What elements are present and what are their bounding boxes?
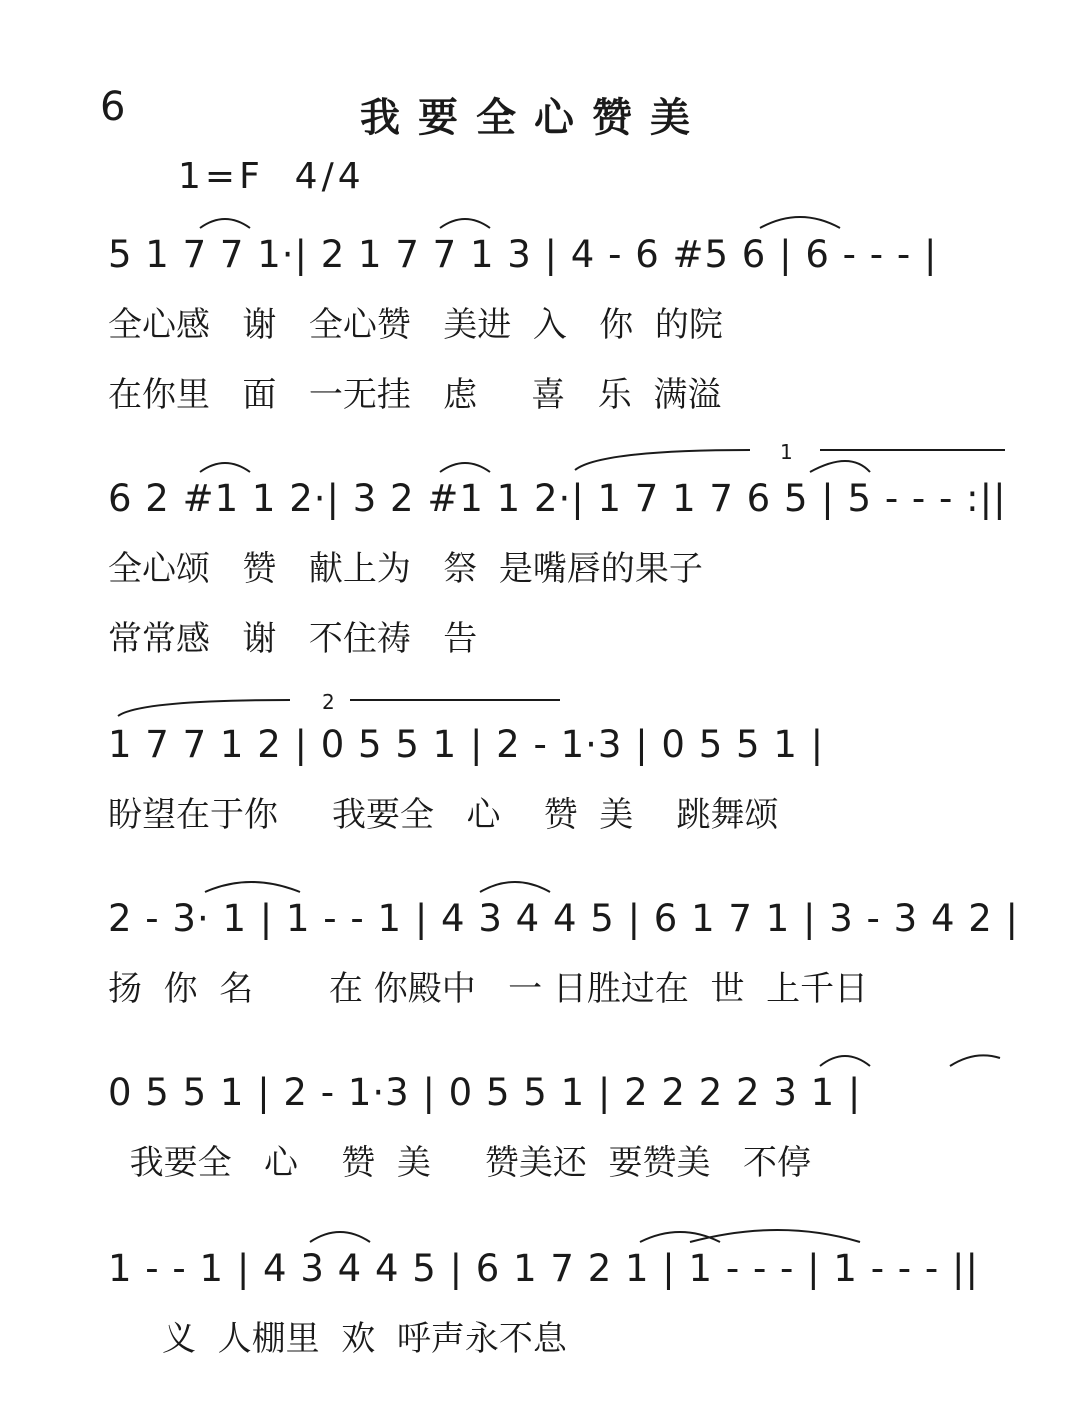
tie-arc xyxy=(810,461,870,472)
page-number: 6 xyxy=(100,84,126,130)
lyric-line-2b: 常常感 谢 不住祷 告 xyxy=(108,619,478,659)
notation-line-6: 1 - - 1 | 4 3 4 4 5 | 6 1 7 2 1 | 1 - - - | 1 - - - || xyxy=(108,1247,979,1290)
tie-arc xyxy=(310,1232,370,1242)
second-ending-number: 2 xyxy=(322,690,335,714)
tie-arc xyxy=(200,463,250,472)
notation-line-4: 2 - 3· 1 | 1 - - 1 | 4 3 4 4 5 | 6 1 7 1 | 3 - 3 4 2 | xyxy=(108,897,1020,940)
lyric-line-1b: 在你里 面 一无挂 虑 喜 乐 满溢 xyxy=(108,375,722,415)
tie-arc xyxy=(480,882,550,892)
song-title: 我要全心赞美 xyxy=(360,94,708,141)
tie-arc xyxy=(760,217,840,228)
second-ending-bracket-left xyxy=(118,700,290,716)
tie-arc xyxy=(200,219,250,228)
lyric-line-5: 我要全 心 赞 美 赞美还 要赞美 不停 xyxy=(108,1143,811,1183)
lyric-line-2a: 全心颂 赞 献上为 祭 是嘴唇的果子 xyxy=(108,549,703,589)
tie-arc xyxy=(640,1232,720,1242)
key-signature: 1=F 4/4 xyxy=(178,156,365,197)
first-ending-number: 1 xyxy=(780,440,793,464)
notation-line-2: 6 2 #1 1 2·| 3 2 #1 1 2·| 1 7 1 7 6 5 | 5 - - - :|| xyxy=(108,477,1007,520)
first-ending-bracket-left xyxy=(575,450,750,470)
tie-arc xyxy=(820,1056,870,1066)
notation-line-1: 5 1 7 7 1·| 2 1 7 7 1 3 | 4 - 6 #5 6 | 6 - - - | xyxy=(108,233,938,276)
lyric-line-1a: 全心感 谢 全心赞 美进 入 你 的院 xyxy=(108,305,723,345)
notation-line-5: 0 5 5 1 | 2 - 1·3 | 0 5 5 1 | 2 2 2 2 3 1 | xyxy=(108,1071,862,1114)
tie-arc xyxy=(950,1055,1000,1066)
tie-arc xyxy=(205,882,300,892)
lyric-line-4: 扬 你 名 在 你殿中 一 日胜过在 世 上千日 xyxy=(108,969,869,1009)
notation-line-3: 1 7 7 1 2 | 0 5 5 1 | 2 - 1·3 | 0 5 5 1 | xyxy=(108,723,825,766)
tie-arc xyxy=(440,219,490,228)
tie-arc xyxy=(690,1230,860,1242)
lyric-line-3: 盼望在于你 我要全 心 赞 美 跳舞颂 xyxy=(108,795,779,835)
tie-arc xyxy=(440,463,490,472)
lyric-line-6: 义 人棚里 欢 呼声永不息 xyxy=(108,1319,567,1359)
